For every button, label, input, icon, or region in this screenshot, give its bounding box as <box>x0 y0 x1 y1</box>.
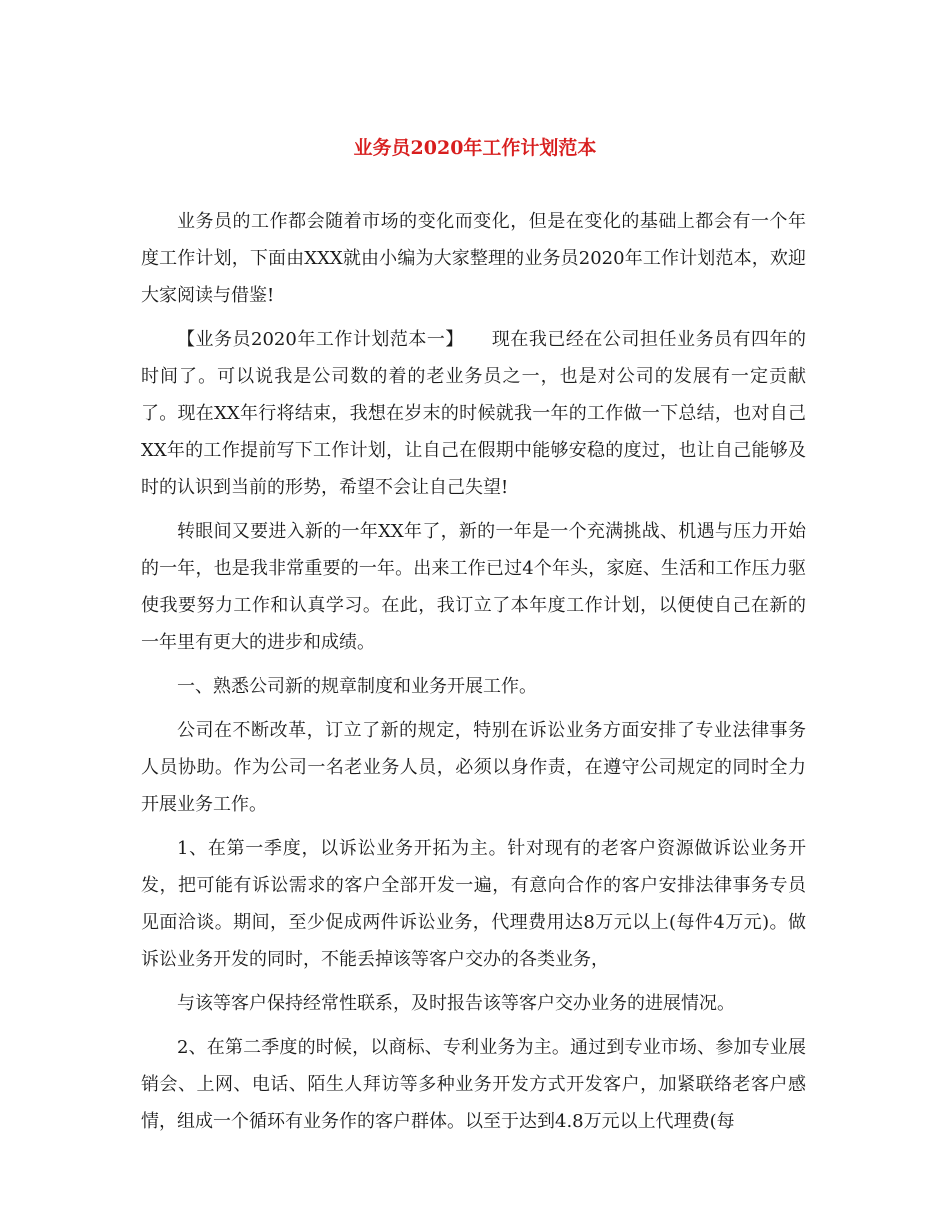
paragraph-new-year: 转眼间又要进入新的一年XX年了，新的一年是一个充满挑战、机遇与压力开始的一年，也是我非常重要的一年。出来工作已过4个年头，家庭、生活和工作压力驱使我要努力工作和认真学习。在此，我订立了本年度工作计划，以便使自己在新的一年里有更大的进步和成绩。 <box>141 521 806 653</box>
document-title: 业务员2020年工作计划范本 <box>353 137 597 159</box>
paragraph-client-contact: 与该等客户保持经常性联系，及时报告该等客户交办业务的进展情况。 <box>177 993 735 1014</box>
paragraph-company-reform: 公司在不断改革，订立了新的规定，特别在诉讼业务方面安排了专业法律事务人员协助。作为公司一名老业务人员，必须以身作责，在遵守公司规定的同时全力开展业务工作。 <box>141 720 806 815</box>
paragraph-second-quarter: 2、在第二季度的时候，以商标、专利业务为主。通过到专业市场、参加专业展销会、上网、电话、陌生人拜访等多种业务开发方式开发客户，加紧联络老客户感情，组成一个循环有业务作的客户群体。以至于达到4.8万元以上代理费(每 <box>141 1037 806 1132</box>
paragraph-sample-one: 【业务员2020年工作计划范本一】 现在我已经在公司担任业务员有四年的时间了。可以说我是公司数的着的老业务员之一，也是对公司的发展有一定贡献了。现在XX年行将结束，我想在岁末的时候就我一年的工作做一下总结，也对自己XX年的工作提前写下工作计划，让自己在假期中能够安稳的度过，也让自己能够及时的认识到当前的形势，希望不会让自己失望! <box>141 329 806 498</box>
paragraph-intro: 业务员的工作都会随着市场的变化而变化，但是在变化的基础上都会有一个年度工作计划，下面由XXX就由小编为大家整理的业务员2020年工作计划范本，欢迎大家阅读与借鉴! <box>141 211 806 306</box>
paragraph-first-quarter: 1、在第一季度，以诉讼业务开拓为主。针对现有的老客户资源做诉讼业务开发，把可能有诉讼需求的客户全部开发一遍，有意向合作的客户安排法律事务专员见面洽谈。期间，至少促成两件诉讼业务，代理费用达8万元以上(每件4万元)。做诉讼业务开发的同时，不能丢掉该等客户交办的各类业务， <box>141 838 806 970</box>
section-heading-one: 一、熟悉公司新的规章制度和业务开展工作。 <box>177 676 537 697</box>
document-body <box>141 203 806 1147</box>
